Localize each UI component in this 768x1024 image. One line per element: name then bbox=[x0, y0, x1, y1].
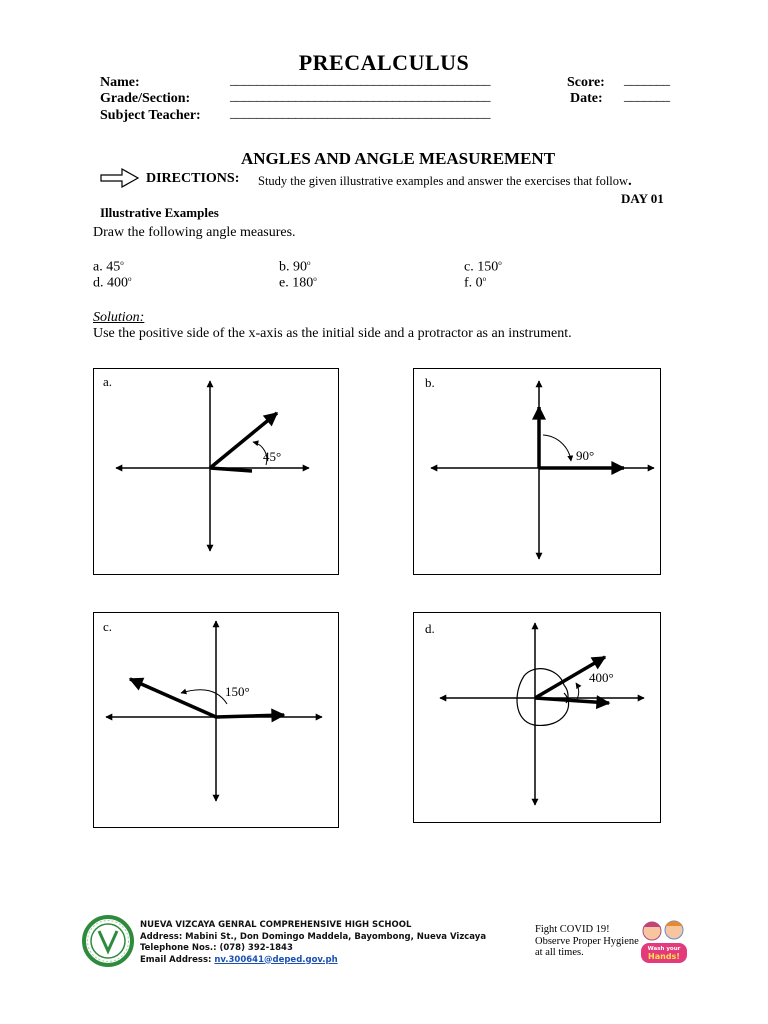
figure-b bbox=[413, 368, 661, 575]
figure-c bbox=[93, 612, 339, 828]
score-field[interactable]: _______ bbox=[624, 73, 670, 88]
figure-c-diagram bbox=[94, 613, 338, 827]
date-field[interactable]: _______ bbox=[624, 89, 670, 104]
terminal-side bbox=[130, 679, 216, 717]
figure-c-angle-label: 150° bbox=[225, 684, 250, 699]
grade-label: Grade/Section: bbox=[100, 91, 191, 106]
angle-arc bbox=[576, 683, 579, 699]
svg-text:Wash your: Wash your bbox=[647, 946, 681, 952]
directions-text: Study the given illustrative examples and answer the exercises that follow. bbox=[258, 173, 632, 189]
school-name: NUEVA VIZCAYA GENRAL COMPREHENSIVE HIGH SCHOOL bbox=[140, 920, 412, 930]
name-field[interactable]: ________________________________________ bbox=[230, 73, 490, 88]
solution-text: Use the positive side of the x-axis as the initial side and a protractor as an instrument. bbox=[93, 326, 572, 341]
wash-hands-badge-icon bbox=[638, 915, 690, 967]
score-label: Score: bbox=[567, 75, 605, 90]
figure-a-diagram bbox=[94, 369, 338, 574]
angle-arc bbox=[181, 690, 227, 704]
school-info bbox=[140, 920, 486, 966]
arrow-right-icon bbox=[100, 167, 140, 189]
figure-d-diagram bbox=[414, 613, 660, 822]
school-logo-icon bbox=[82, 915, 134, 967]
directions-label: DIRECTIONS: bbox=[146, 171, 240, 186]
figure-d-letter: d. bbox=[425, 621, 435, 636]
item-e: e. 180$^o$ bbox=[279, 275, 317, 291]
figure-b-angle-label: 90° bbox=[576, 448, 595, 463]
figure-a bbox=[93, 368, 339, 575]
item-b: b. 90$^o$ bbox=[279, 259, 311, 275]
figure-c-letter: c. bbox=[103, 619, 113, 634]
item-f: f. 0$^o$ bbox=[464, 275, 487, 291]
item-c: c. 150$^o$ bbox=[464, 259, 502, 275]
school-telephone: Telephone Nos.: (078) 392-1843 bbox=[140, 943, 293, 953]
email-link[interactable]: nv.300641@deped.gov.ph bbox=[214, 954, 338, 965]
svg-text:Hands!: Hands! bbox=[648, 952, 680, 961]
item-d: d. 400$^o$ bbox=[93, 275, 132, 291]
page-title: PRECALCULUS bbox=[298, 50, 470, 75]
initial-side bbox=[216, 715, 284, 717]
name-label: Name: bbox=[100, 75, 140, 90]
school-address: Address: Mabini St., Don Domingo Maddela, Bayombong, Nueva Vizcaya bbox=[140, 931, 487, 942]
figure-d bbox=[413, 612, 661, 823]
grade-field[interactable]: ________________________________________ bbox=[230, 89, 490, 104]
school-email: Email Address: nv.300641@deped.gov.ph bbox=[140, 954, 338, 965]
figure-d-angle-label: 400° bbox=[589, 670, 614, 685]
figure-a-angle-label: 45° bbox=[263, 449, 282, 464]
item-a: a. 45$^o$ bbox=[93, 259, 124, 275]
instruction-text: Draw the following angle measures. bbox=[93, 225, 296, 240]
lesson-title: ANGLES AND ANGLE MEASUREMENT bbox=[240, 149, 556, 168]
teacher-field[interactable]: ________________________________________ bbox=[230, 106, 490, 121]
angle-arc bbox=[543, 435, 571, 461]
date-label: Date: bbox=[570, 91, 603, 106]
solution-label: Solution: bbox=[93, 310, 145, 325]
day-label: DAY 01 bbox=[621, 191, 664, 206]
figure-b-diagram bbox=[414, 369, 660, 574]
figure-b-letter: b. bbox=[425, 375, 435, 390]
teacher-label: Subject Teacher: bbox=[100, 108, 201, 123]
figure-a-letter: a. bbox=[103, 374, 113, 389]
covid-reminder: Fight COVID 19! Observe Proper Hygiene at all times. bbox=[535, 924, 639, 958]
examples-heading: Illustrative Examples bbox=[100, 205, 219, 220]
